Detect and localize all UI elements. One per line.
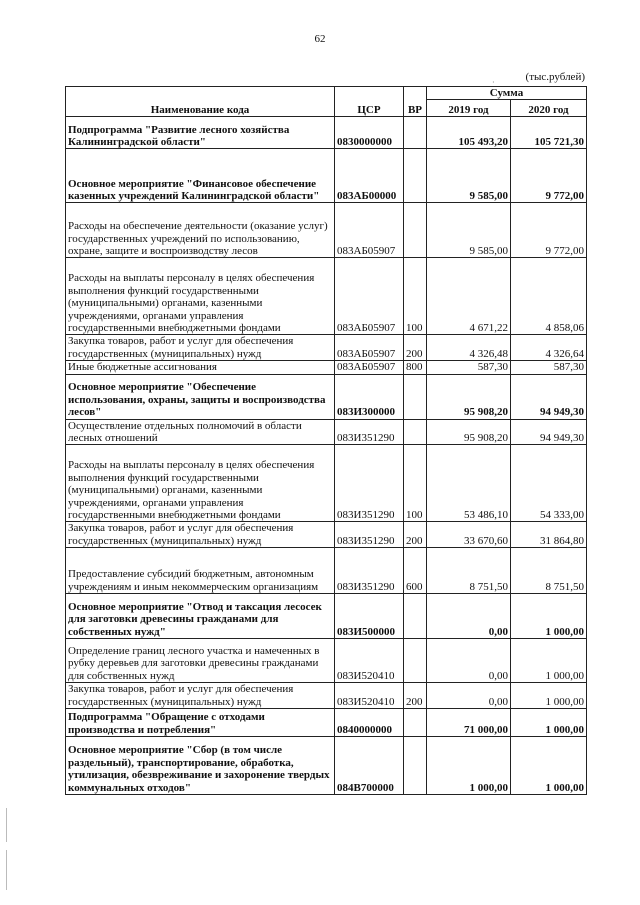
row-csr: 083АБ05907 [335,361,404,374]
row-vr [404,737,427,795]
row-vr: 200 [404,683,427,709]
row-2020: 4 326,64 [511,335,587,361]
header-sum: Сумма [427,87,587,100]
scan-edge-mark [6,808,7,842]
row-csr: 083И500000 [335,594,404,639]
header-name: Наименование кода [66,87,335,117]
row-vr: 200 [404,335,427,361]
row-vr [404,149,427,203]
row-2019: 0,00 [427,594,511,639]
row-name: Подпрограмма "Развитие лесного хозяйства Калининградской области" [66,117,335,149]
row-csr: 083АБ05907 [335,203,404,258]
table-row [66,548,587,594]
row-csr: 083АБ05907 [335,335,404,361]
row-2020: 1 000,00 [511,737,587,795]
scan-mark: · [492,78,495,87]
row-2019: 0,00 [427,639,511,683]
budget-table [65,86,587,795]
table-row [66,419,587,445]
table-body [66,117,587,795]
row-name: Расходы на обеспечение деятельности (оказание услуг) государственных учреждений по использованию, охране, защите и воспроизводству лесов [66,203,335,258]
row-2019: 4 326,48 [427,335,511,361]
row-name: Предоставление субсидий бюджетным, автономным учреждениям и иным некоммерческим организациям [66,548,335,594]
row-vr [404,639,427,683]
row-2020: 105 721,30 [511,117,587,149]
row-2019: 1 000,00 [427,737,511,795]
table-row [66,683,587,709]
row-csr: 083И351290 [335,548,404,594]
row-vr [404,117,427,149]
table-row [66,361,587,374]
row-2019: 105 493,20 [427,117,511,149]
row-2020: 94 949,30 [511,419,587,445]
table-row [66,445,587,522]
row-2020: 1 000,00 [511,639,587,683]
row-2020: 54 333,00 [511,445,587,522]
row-2020: 587,30 [511,361,587,374]
table-row [66,117,587,149]
row-csr: 083АБ05907 [335,258,404,335]
row-2020: 9 772,00 [511,149,587,203]
table-row [66,335,587,361]
row-vr [404,203,427,258]
row-vr: 100 [404,258,427,335]
table-row [66,594,587,639]
row-csr: 083И351290 [335,419,404,445]
page-number: 62 [314,33,326,45]
row-vr: 600 [404,548,427,594]
row-name: Иные бюджетные ассигнования [66,361,335,374]
row-name: Подпрограмма "Обращение с отходами производства и потребления" [66,709,335,737]
row-vr [404,709,427,737]
row-name: Основное мероприятие "Отвод и таксация лесосек для заготовки древесины гражданами для собственных нужд" [66,594,335,639]
row-2019: 33 670,60 [427,522,511,548]
row-csr: 083И520410 [335,639,404,683]
row-name: Закупка товаров, работ и услуг для обеспечения государственных (муниципальных) нужд [66,335,335,361]
table-row [66,639,587,683]
row-2019: 95 908,20 [427,419,511,445]
row-vr: 200 [404,522,427,548]
units-label: (тыс.рублей) [525,71,585,83]
header-csr: ЦСР [335,87,404,117]
row-name: Определение границ лесного участка и намеченных в рубку деревьев для заготовки древесины гражданами для собственных нужд [66,639,335,683]
row-2019: 53 486,10 [427,445,511,522]
row-name: Закупка товаров, работ и услуг для обеспечения государственных (муниципальных) нужд [66,522,335,548]
row-name: Основное мероприятие "Финансовое обеспечение казенных учреждений Калининградской области" [66,149,335,203]
row-2019: 9 585,00 [427,203,511,258]
table-row [66,258,587,335]
row-vr: 100 [404,445,427,522]
row-2020: 1 000,00 [511,683,587,709]
table-row [66,149,587,203]
scan-edge-mark [6,850,7,890]
row-csr: 084В700000 [335,737,404,795]
row-name: Расходы на выплаты персоналу в целях обеспечения выполнения функций государственными (муниципальными) органами, казенными учреждениями, органами управления государственными внебюджетными фондами [66,258,335,335]
row-name: Основное мероприятие "Обеспечение использования, охраны, защиты и воспроизводства лесов" [66,374,335,419]
row-2020: 1 000,00 [511,709,587,737]
row-csr: 083И520410 [335,683,404,709]
row-2019: 9 585,00 [427,149,511,203]
row-vr [404,374,427,419]
row-2020: 9 772,00 [511,203,587,258]
row-2019: 4 671,22 [427,258,511,335]
row-2019: 0,00 [427,683,511,709]
table-row [66,203,587,258]
header-2019: 2019 год [427,100,511,117]
header-vr: ВР [404,87,427,117]
row-vr: 800 [404,361,427,374]
row-2020: 1 000,00 [511,594,587,639]
table-row [66,374,587,419]
row-2019: 8 751,50 [427,548,511,594]
row-name: Основное мероприятие "Сбор (в том числе раздельный), транспортирование, обработка, утилизация, обезвреживание и захоронение твердых коммунальных отходов" [66,737,335,795]
row-csr: 083И351290 [335,445,404,522]
row-csr: 083И351290 [335,522,404,548]
row-vr [404,594,427,639]
row-2020: 8 751,50 [511,548,587,594]
row-csr: 0830000000 [335,117,404,149]
row-2020: 31 864,80 [511,522,587,548]
row-csr: 083И300000 [335,374,404,419]
table-row [66,522,587,548]
row-2019: 95 908,20 [427,374,511,419]
row-name: Закупка товаров, работ и услуг для обеспечения государственных (муниципальных) нужд [66,683,335,709]
row-name: Расходы на выплаты персоналу в целях обеспечения выполнения функций государственными (муниципальными) органами, казенными учреждениями, органами управления государственными внебюджетными фондами [66,445,335,522]
row-2019: 71 000,00 [427,709,511,737]
row-name: Осуществление отдельных полномочий в области лесных отношений [66,419,335,445]
table-row [66,737,587,795]
row-csr: 083АБ00000 [335,149,404,203]
row-2019: 587,30 [427,361,511,374]
row-2020: 94 949,30 [511,374,587,419]
header-2020: 2020 год [511,100,587,117]
row-csr: 0840000000 [335,709,404,737]
row-2020: 4 858,06 [511,258,587,335]
table-row [66,709,587,737]
row-vr [404,419,427,445]
